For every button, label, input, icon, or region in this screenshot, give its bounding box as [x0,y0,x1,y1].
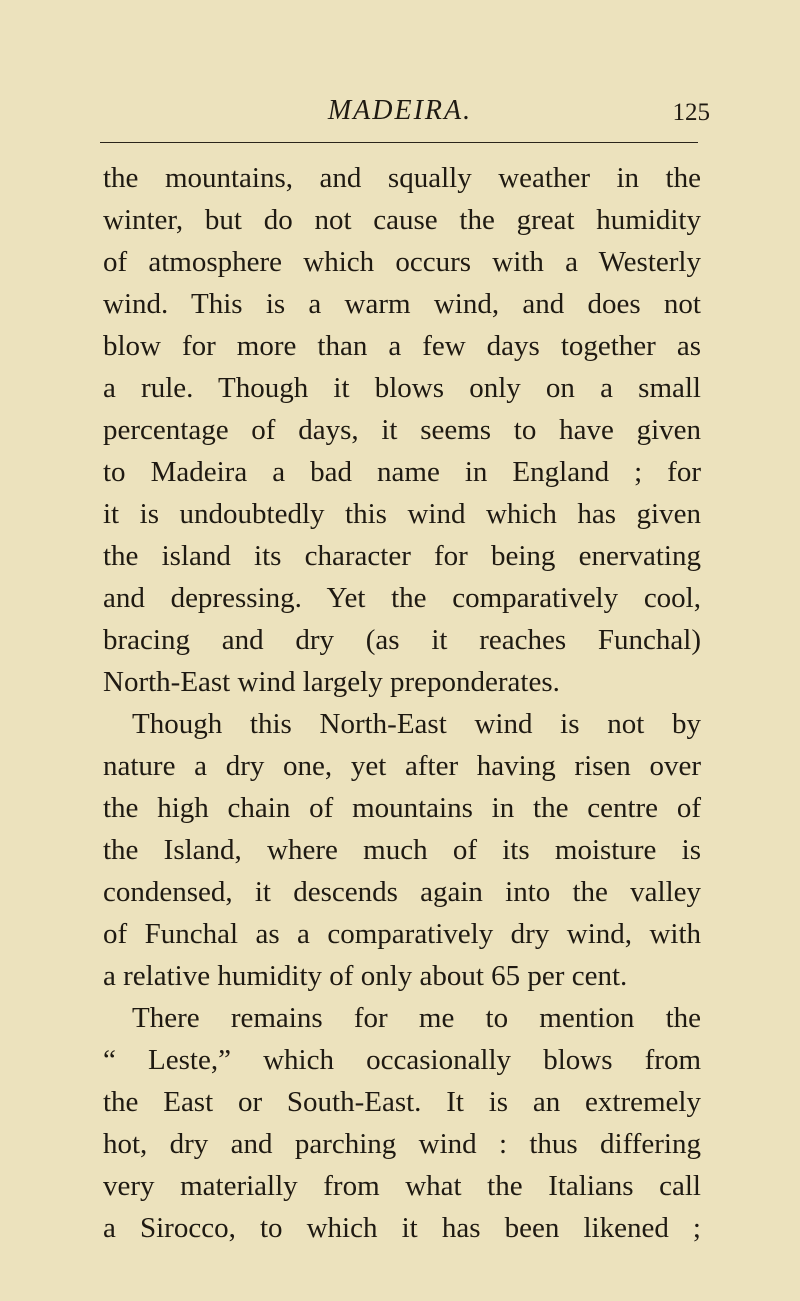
text-line: to Madeira a bad name in England ; for [103,456,701,488]
text-line: a rule. Though it blows only on a small [103,372,701,404]
text-line: a relative humidity of only about 65 per cent. [103,960,628,992]
text-line: very materially from what the Italians call [103,1170,701,1202]
text-line: Though this North-East wind is not by [132,708,701,740]
text-line: and depressing. Yet the comparatively cool, [103,582,701,614]
text-line: wind. This is a warm wind, and does not [103,288,701,320]
text-line: North-East wind largely preponderates. [103,666,560,698]
text-line: bracing and dry (as it reaches Funchal) [103,624,701,656]
text-line: nature a dry one, yet after having risen over [103,750,701,782]
text-line: the Island, where much of its moisture is [103,834,701,866]
text-line: of atmosphere which occurs with a Westerly [103,246,701,278]
page-number: 125 [672,99,710,126]
text-line: a Sirocco, to which it has been likened ; [103,1212,701,1244]
text-line: blow for more than a few days together as [103,330,701,362]
text-line: condensed, it descends again into the valley [103,876,701,908]
text-line: the island its character for being enervating [103,540,701,572]
text-line: it is undoubtedly this wind which has given [103,498,701,530]
text-line: the high chain of mountains in the centre of [103,792,701,824]
running-title: MADEIRA. [327,95,473,126]
text-line: the East or South-East. It is an extremely [103,1086,701,1118]
text-line: of Funchal as a comparatively dry wind, with [103,918,701,950]
text-line: There remains for me to mention the [132,1002,701,1034]
text-line: hot, dry and parching wind : thus differing [103,1128,701,1160]
body-text [103,157,701,1249]
text-line: “ Leste,” which occasionally blows from [103,1044,701,1076]
text-line: the mountains, and squally weather in the [103,162,701,194]
running-head [0,91,800,131]
header-rule [100,142,698,143]
text-line: percentage of days, it seems to have given [103,414,701,446]
text-line: winter, but do not cause the great humidity [103,204,701,236]
